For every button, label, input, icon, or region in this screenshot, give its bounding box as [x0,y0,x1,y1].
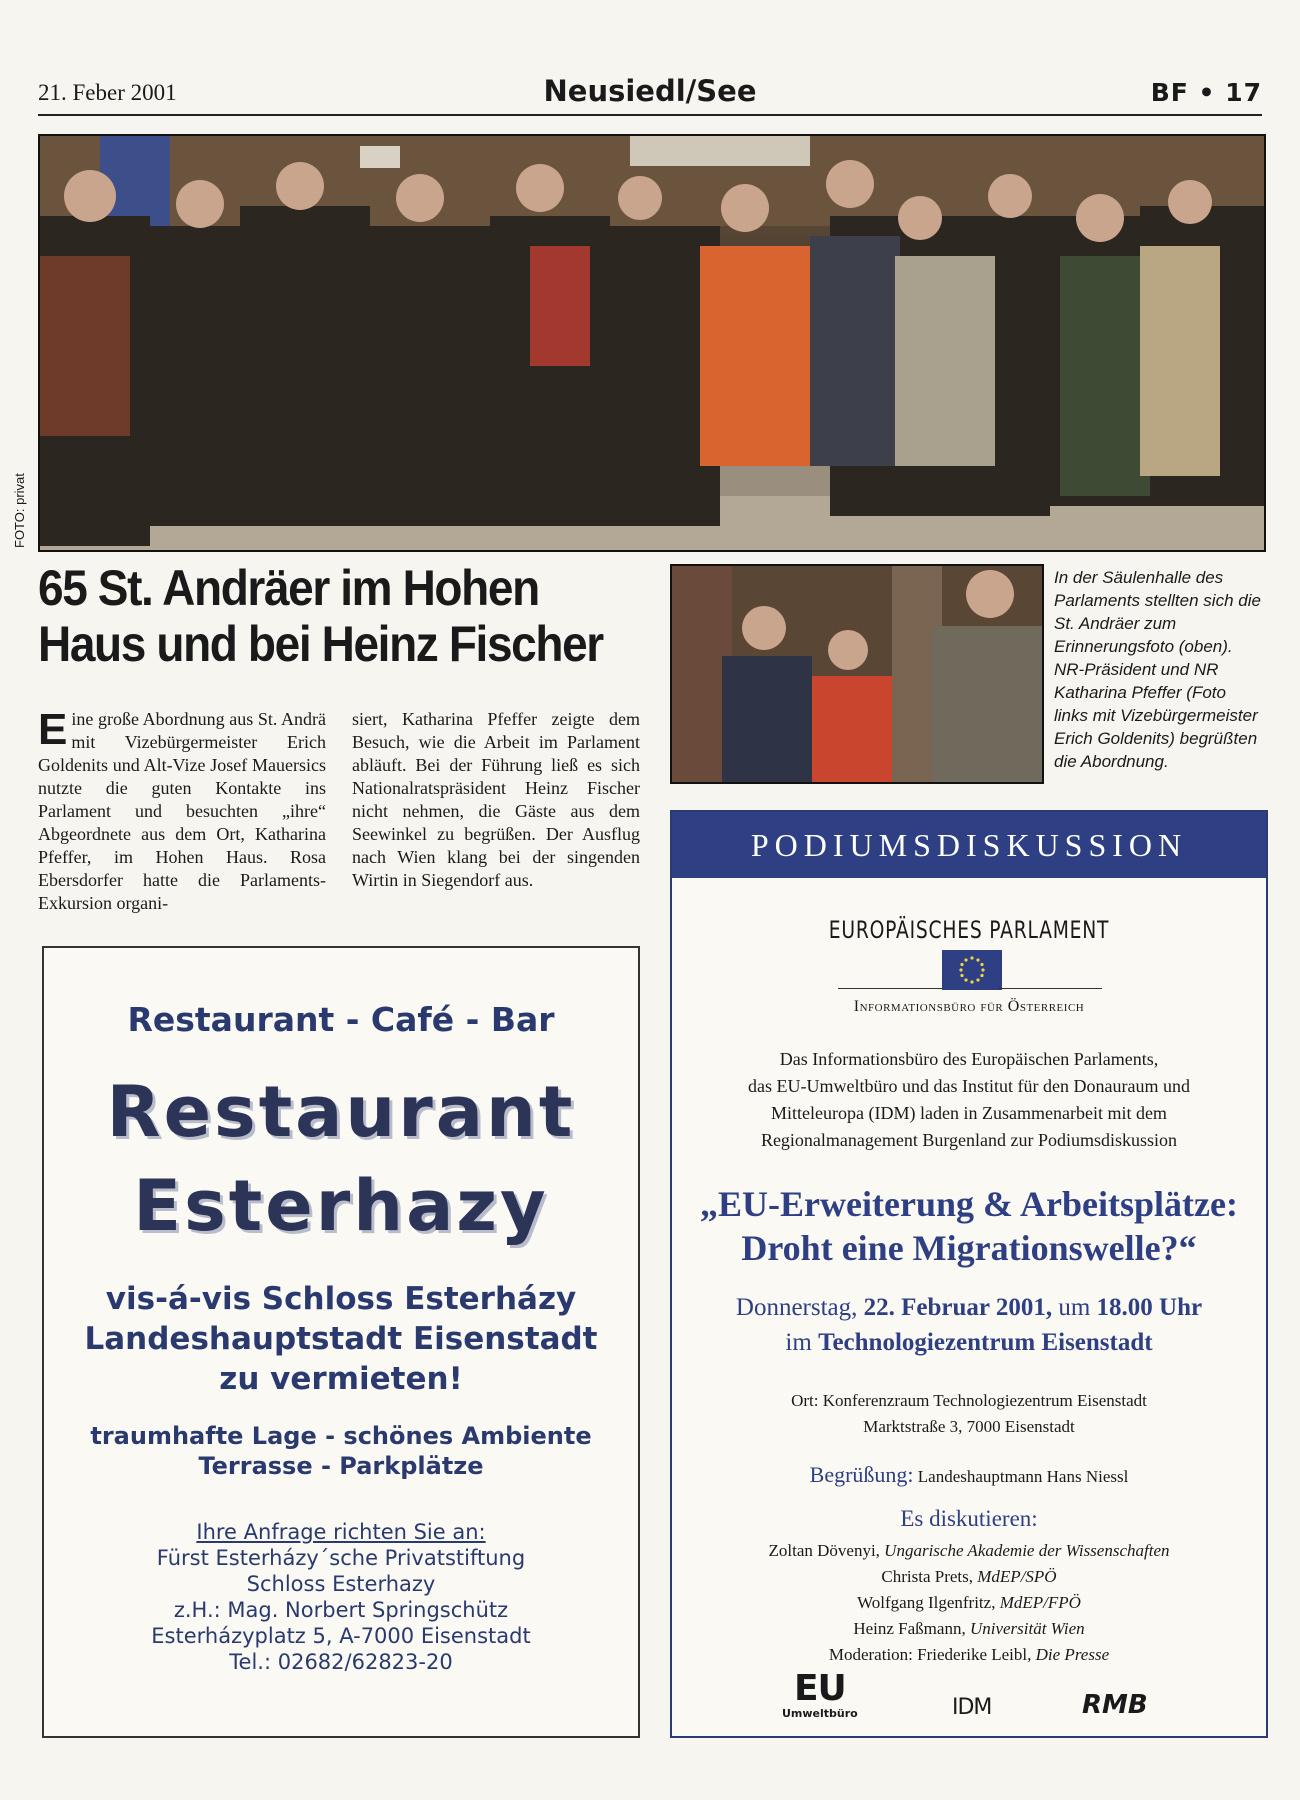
ad-contact-phone: Tel.: 02682/62823-20 [229,1650,453,1674]
idm-logo: IDM [952,1695,992,1720]
ad-features [44,1421,638,1481]
reception-photo-image [672,566,1042,782]
ad-intro-line: Mitteleuropa (IDM) laden in Zusammenarbeit mit dem [771,1103,1167,1123]
ad-contact-line: Fürst Esterházy´sche Privatstiftung [156,1546,526,1570]
ad-features-line-2: Terrasse - Parkplätze [198,1452,484,1480]
ad-big-title-2: Esterhazy [133,1165,549,1247]
greeting-label: Begrüßung: [809,1462,914,1487]
sponsor-logos [672,1668,1262,1724]
issue-date: 21. Feber 2001 [38,80,177,105]
eu-umweltbuero-logo: EU Umweltbüro [782,1668,858,1720]
ad-contact-line: Esterházyplatz 5, A-7000 Eisenstadt [151,1624,531,1648]
page-number: BF • 17 [1150,78,1262,107]
article-headline: 65 St. Andräer im Hohen Haus und bei Heinz Fischer [38,560,603,672]
discussion-title-line-2: Droht eine Migrationswelle?“ [741,1228,1197,1268]
ad-location-line-3: zu vermieten! [219,1361,463,1397]
location-line-2: Marktstraße 3, 7000 Eisenstadt [863,1417,1075,1436]
photo-credit: FOTO: privat [12,473,27,548]
ad-location [44,1279,638,1399]
date-mid: um [1058,1294,1091,1321]
article-column-2: siert, Katharina Pfeffer zeigte dem Besuch, wie die Arbeit im Parlament abläuft. Bei der Führung ließ es sich Nationalratspräsident Heinz Fischer nicht nehmen, die Gäste aus dem Seewinkel zu begrüßen. Der Ausflug nach Wien klang bei der singenden Wirtin in Siegendorf aus. [352,709,640,890]
ad-location-line-2: Landeshauptstadt Eisenstadt [84,1321,598,1357]
ad-contact-line: Schloss Esterhazy [246,1572,436,1596]
reception-photo [670,564,1044,784]
panel-list [672,1538,1266,1668]
place-prefix: im [785,1329,812,1356]
date-value: 22. Februar 2001, [863,1294,1053,1321]
panel-member: Zoltan Dövenyi, Ungarische Akademie der Wissenschaften [768,1541,1170,1560]
ad-big-title-1: Restaurant [106,1071,576,1153]
divider-right [998,988,1102,989]
place-value: Technologiezentrum Eisenstadt [818,1329,1153,1356]
date-prefix: Donnerstag, [735,1294,858,1321]
eu-flag-row [672,950,1266,990]
greeting [672,1462,1266,1488]
discussion-title-line-1: „EU-Erweiterung & Arbeitsplätze: [700,1184,1238,1224]
drop-cap: E [38,705,68,754]
info-bureau: Informationsbüro für Österreich [853,998,1085,1015]
eu-flag-icon [942,950,1002,990]
moderator: Moderation: Friederike Leibl, Die Presse [828,1645,1110,1664]
ad-contact [44,1519,638,1675]
article-column-1 [38,705,326,915]
photo-caption: In der Säulenhalle des Parlaments stellten sich die St. Andräer zum Erinnerungsfoto (oben). NR-Präsident und NR Katharina Pfeffer (Foto links mit Vizebürgermeister Erich Goldenits) begrüßten die Abordnung. [1054,568,1261,771]
ad-subtitle: Restaurant - Café - Bar [127,1000,555,1039]
divider-left [838,988,942,989]
panel-heading: Es diskutieren: [900,1506,1038,1531]
ad-banner: PODIUMSDISKUSSION [672,812,1266,878]
discussion-title [672,1182,1266,1270]
ad-features-line-1: traumhafte Lage - schönes Ambiente [90,1422,592,1450]
podium-discussion-ad [670,810,1268,1738]
greeting-name: Landeshauptmann Hans Niessl [917,1467,1129,1486]
panel-member: Heinz Faßmann, Universität Wien [853,1619,1085,1638]
article-text-1: ine große Abordnung aus St. Andrä mit Vizebürgermeister Erich Goldenits und Alt-Vize Josef Mauersics nutzte die guten Kontakte ins Parlament und besuchten „ihre“ Abgeordnete aus dem Ort, Katharina Pfeffer, im Hohen Haus. Rosa Ebersdorfer hatte die Parlaments-Exkursion organi- [38,709,326,913]
panel-member: Wolfgang Ilgenfritz, MdEP/FPÖ [857,1593,1081,1612]
event-location [672,1388,1266,1440]
ad-intro-line: Regionalmanagement Burgenland zur Podiumsdiskussion [760,1130,1178,1150]
group-photo [38,134,1266,552]
header-rule [38,114,1262,116]
section-title: Neusiedl/See [543,74,757,108]
event-date [672,1290,1266,1360]
ep-name: EUROPÄISCHES PARLAMENT [828,916,1110,944]
ad-intro-line: das EU-Umweltbüro und das Institut für den Donauraum und [748,1076,1190,1096]
rmb-logo: RMB [1082,1690,1148,1720]
group-photo-image [40,136,1264,550]
location-line-1: Ort: Konferenzraum Technologiezentrum Eisenstadt [791,1391,1147,1410]
time-value: 18.00 Uhr [1096,1294,1203,1321]
ad-contact-line: z.H.: Mag. Norbert Springschütz [173,1598,509,1622]
restaurant-ad [42,946,640,1738]
ad-intro [672,1046,1266,1154]
panel-member: Christa Prets, MdEP/SPÖ [881,1567,1057,1586]
ad-location-line-1: vis-á-vis Schloss Esterházy [105,1281,577,1317]
ad-contact-heading: Ihre Anfrage richten Sie an: [196,1520,486,1544]
ad-intro-line: Das Informationsbüro des Europäischen Parlaments, [779,1049,1159,1069]
